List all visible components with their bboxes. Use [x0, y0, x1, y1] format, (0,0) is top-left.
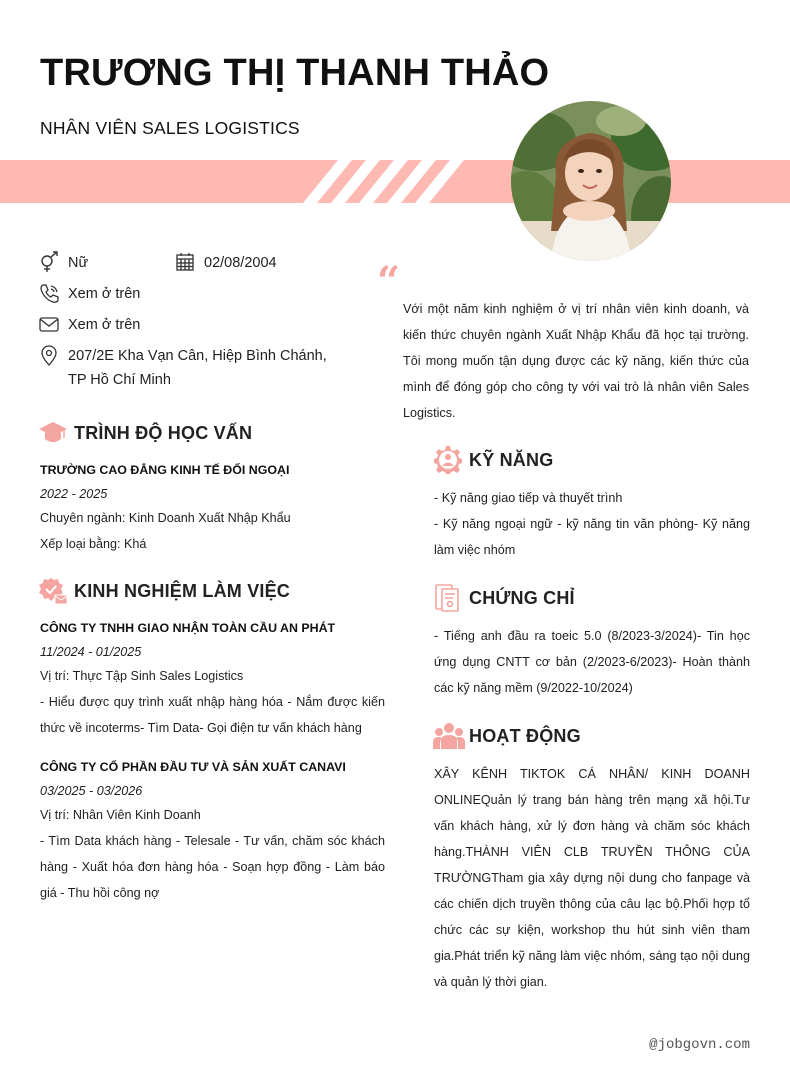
education-period: 2022 - 2025 — [40, 487, 108, 501]
job-position: Vị trí: Thực Tập Sinh Sales Logistics — [40, 669, 244, 683]
birthday-row — [174, 251, 277, 275]
company-name: CÔNG TY TNHH GIAO NHẬN TOÀN CẦU AN PHÁT — [40, 621, 336, 635]
summary-text: Với một năm kinh nghiệm ở vị trí nhân viên kinh doanh, và kiến thức chuyên ngành Xuất Nhập Khẩu đã học tại trường. Tôi mong muốn tận dụng được các kỹ năng, kiến thức của mình để đóng góp cho công ty với vai trò là nhân viên Sales Logistics. — [403, 302, 749, 420]
phone-row — [38, 282, 140, 306]
header-band — [0, 160, 790, 203]
job-details: - Tìm Data khách hàng - Telesale - Tư vấn, chăm sóc khách hàng - Xuất hóa đơn hàng hóa - Soạn hợp đồng - Làm báo giá - Thu hồi công nợ — [40, 834, 385, 900]
graduation-cap-icon — [38, 418, 68, 448]
certificates-block — [434, 623, 750, 701]
skills-block — [434, 485, 750, 563]
education-heading — [38, 418, 252, 448]
gear-person-icon — [433, 445, 463, 475]
job-entry — [40, 615, 385, 741]
certificate-icon — [433, 583, 463, 613]
job-entry — [40, 754, 385, 906]
job-period: 03/2025 - 03/2026 — [40, 784, 143, 798]
skill-item: - Kỹ năng ngoại ngữ - kỹ năng tin văn phòng- Kỹ năng làm việc nhóm — [434, 517, 750, 557]
gender-value: Nữ — [68, 255, 89, 271]
group-icon — [433, 721, 463, 751]
certificates-title: CHỨNG CHỈ — [469, 587, 575, 608]
activities-heading — [433, 721, 581, 751]
quote-icon: “ — [377, 258, 401, 305]
education-title: TRÌNH ĐỘ HỌC VẤN — [74, 422, 253, 443]
candidate-name: TRƯƠNG THỊ THANH THẢO — [40, 52, 550, 94]
job-period: 11/2024 - 01/2025 — [40, 645, 142, 659]
job-title: NHÂN VIÊN SALES LOGISTICS — [40, 118, 300, 138]
address-value — [68, 344, 327, 392]
profile-photo — [511, 101, 671, 261]
skills-heading — [433, 445, 553, 475]
address-line-2: TP Hồ Chí Minh — [68, 372, 171, 388]
email-value: Xem ở trên — [68, 317, 141, 333]
address-line-1: 207/2E Kha Vạn Cân, Hiệp Bình Chánh, — [68, 348, 327, 364]
address-row — [38, 344, 327, 392]
certificates-text: - Tiếng anh đầu ra toeic 5.0 (8/2023-3/2024)- Tin học ứng dụng CNTT cơ bản (2/2023-6/2023)- Hoàn thành các kỹ năng mềm (9/2022-10/2024) — [434, 629, 750, 695]
calendar-icon — [174, 251, 196, 273]
skills-title: KỸ NĂNG — [469, 449, 554, 470]
job-details: - Hiểu được quy trình xuất nhập hàng hóa - Nắm được kiến thức về incoterms- Tìm Data- Gọi điện tư vấn khách hàng — [40, 695, 385, 735]
email-icon — [38, 313, 60, 335]
watermark: @jobgovn.com — [649, 1037, 750, 1053]
school-name: TRƯỜNG CAO ĐẲNG KINH TẾ ĐỐI NGOẠI — [40, 463, 290, 477]
band-stripes — [0, 160, 790, 203]
company-name: CÔNG TY CỔ PHẦN ĐẦU TƯ VÀ SẢN XUẤT CANAVI — [40, 760, 346, 774]
job-position: Vị trí: Nhân Viên Kinh Doanh — [40, 808, 201, 822]
activities-title: HOẠT ĐỘNG — [469, 725, 581, 746]
badge-icon — [38, 576, 68, 606]
education-grade: Xếp loại bằng: Khá — [40, 537, 147, 551]
activities-text: XÂY KÊNH TIKTOK CÁ NHÂN/ KINH DOANH ONLINEQuản lý trang bán hàng trên mạng xã hội.Tư vấn khách hàng, xử lý đơn hàng và chăm sóc khách hàng.THÀNH VIÊN CLB TRUYỀN THÔNG CỦA TRƯỜNGTham gia xây dựng nội dung cho fanpage và các chiến dịch truyền thông của câu lạc bộ.Phối hợp tổ chức các sự kiện, workshop thu hút sinh viên tham gia.Phát triển kỹ năng làm việc nhóm, sáng tạo nội dung và quản lý thời gian. — [434, 767, 750, 989]
education-major: Chuyên ngành: Kinh Doanh Xuất Nhập Khẩu — [40, 511, 291, 525]
phone-icon — [38, 282, 60, 304]
birthday-value: 02/08/2004 — [204, 255, 277, 271]
experience-heading — [38, 576, 290, 606]
location-icon — [38, 344, 60, 366]
education-block — [40, 457, 385, 557]
gender-row — [38, 251, 88, 275]
gender-icon — [38, 251, 60, 273]
activities-block — [434, 761, 750, 995]
experience-title: KINH NGHIỆM LÀM VIỆC — [74, 580, 291, 601]
email-row — [38, 313, 140, 337]
skill-item: - Kỹ năng giao tiếp và thuyết trình — [434, 491, 623, 505]
certificates-heading — [433, 583, 575, 613]
phone-value: Xem ở trên — [68, 286, 141, 302]
